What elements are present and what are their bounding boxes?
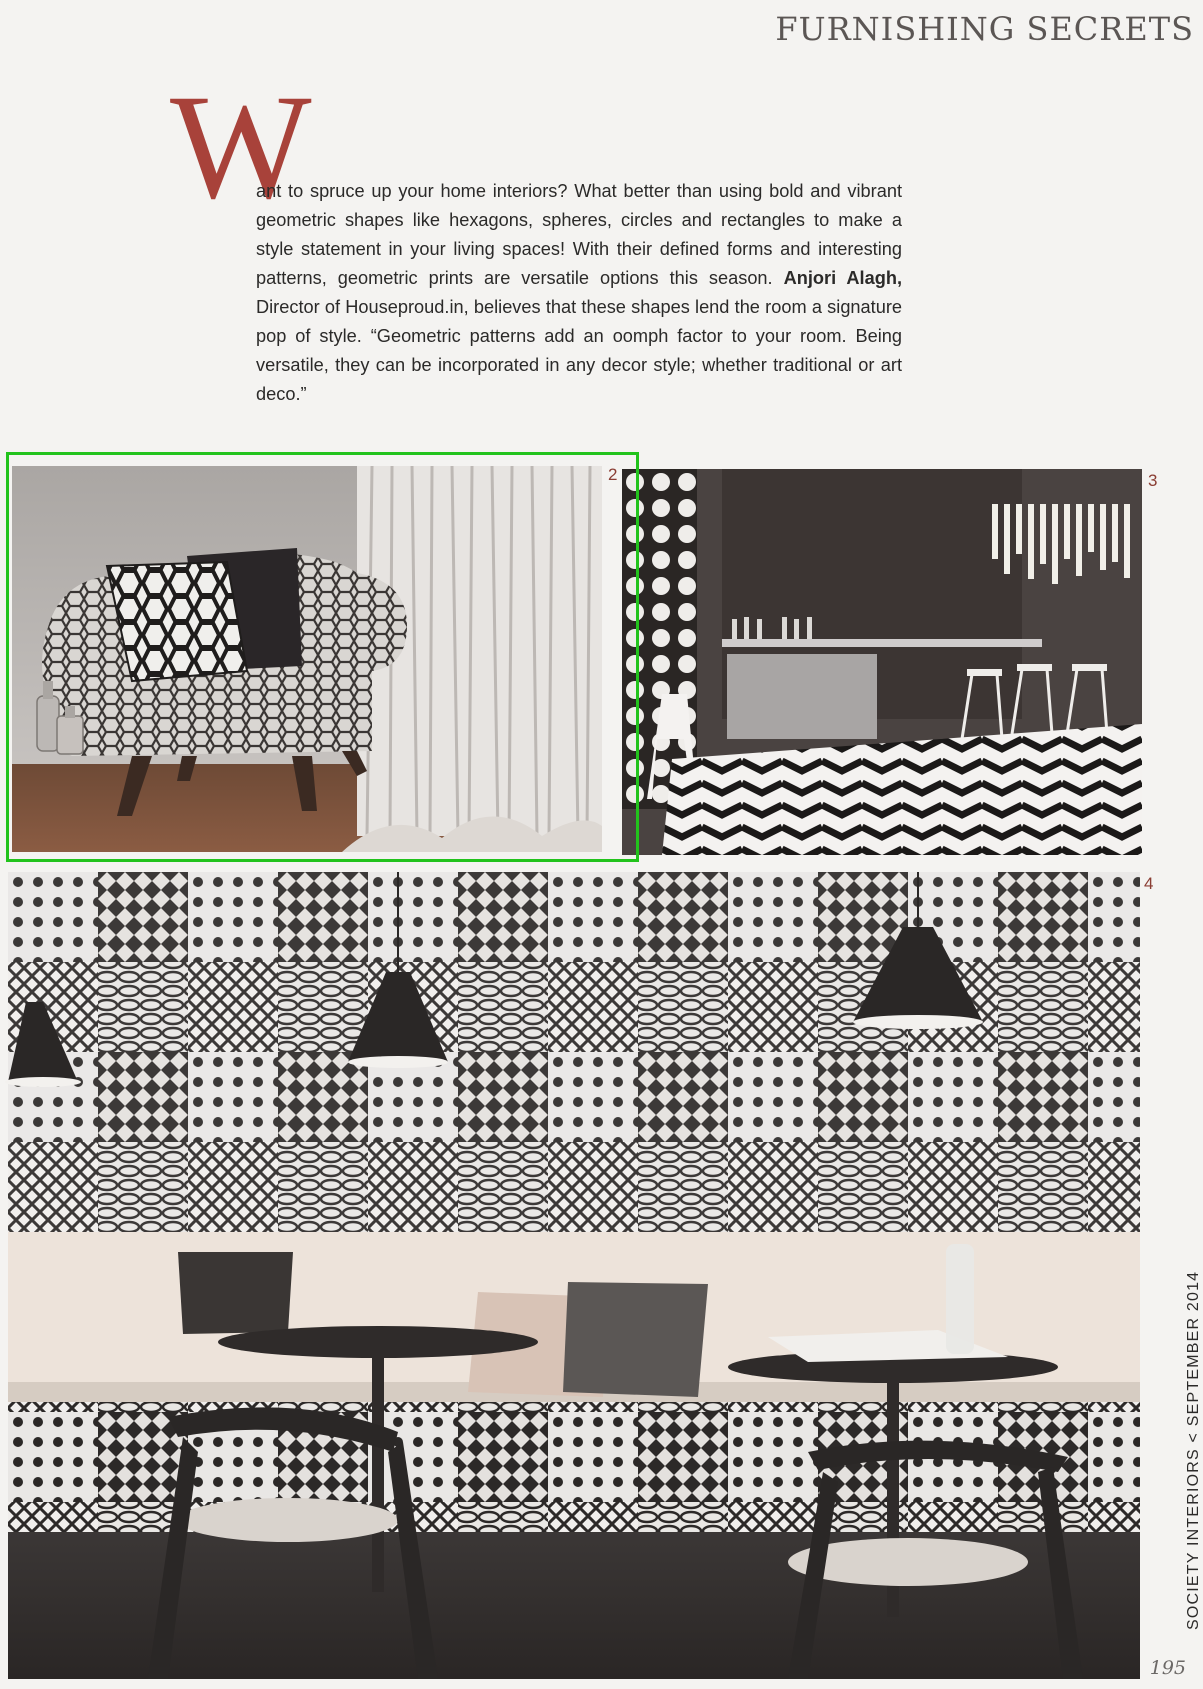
intro-paragraph xyxy=(256,177,902,409)
figure-number-3: 3 xyxy=(1148,471,1158,490)
cafe-tile-wall-image xyxy=(8,872,1140,1679)
drop-cap: W xyxy=(170,64,312,230)
expert-name: Anjori Alagh, xyxy=(783,268,902,288)
photo-cafe-tiles xyxy=(8,872,1140,1679)
photo-bar-interior xyxy=(622,469,1142,855)
page-number: 195 xyxy=(1149,1657,1186,1679)
intro-text-2: Director of Houseproud.in, believes that these shapes lend the room a signature pop of style. “Geometric patterns add an oomph factor to your room. Being versatile, they can be incorporated in any decor style; whether traditional or art deco.” xyxy=(256,297,902,404)
bar-interior-image xyxy=(622,469,1142,855)
magazine-folio: SOCIETY INTERIORS < SEPTEMBER 2014 xyxy=(1185,1270,1202,1630)
intro-text-1: ant to spruce up your home interiors? What better than using bold and vibrant geometric shapes like hexagons, spheres, circles and rectangles to make a style statement in your living spaces! With their defined forms and interesting patterns, geometric prints are versatile options this season. xyxy=(256,181,902,288)
highlight-box xyxy=(6,452,639,862)
figure-number-4: 4 xyxy=(1144,874,1154,893)
section-title: FURNISHING SECRETS xyxy=(775,10,1194,48)
figure-number-2: 2 xyxy=(608,465,618,484)
